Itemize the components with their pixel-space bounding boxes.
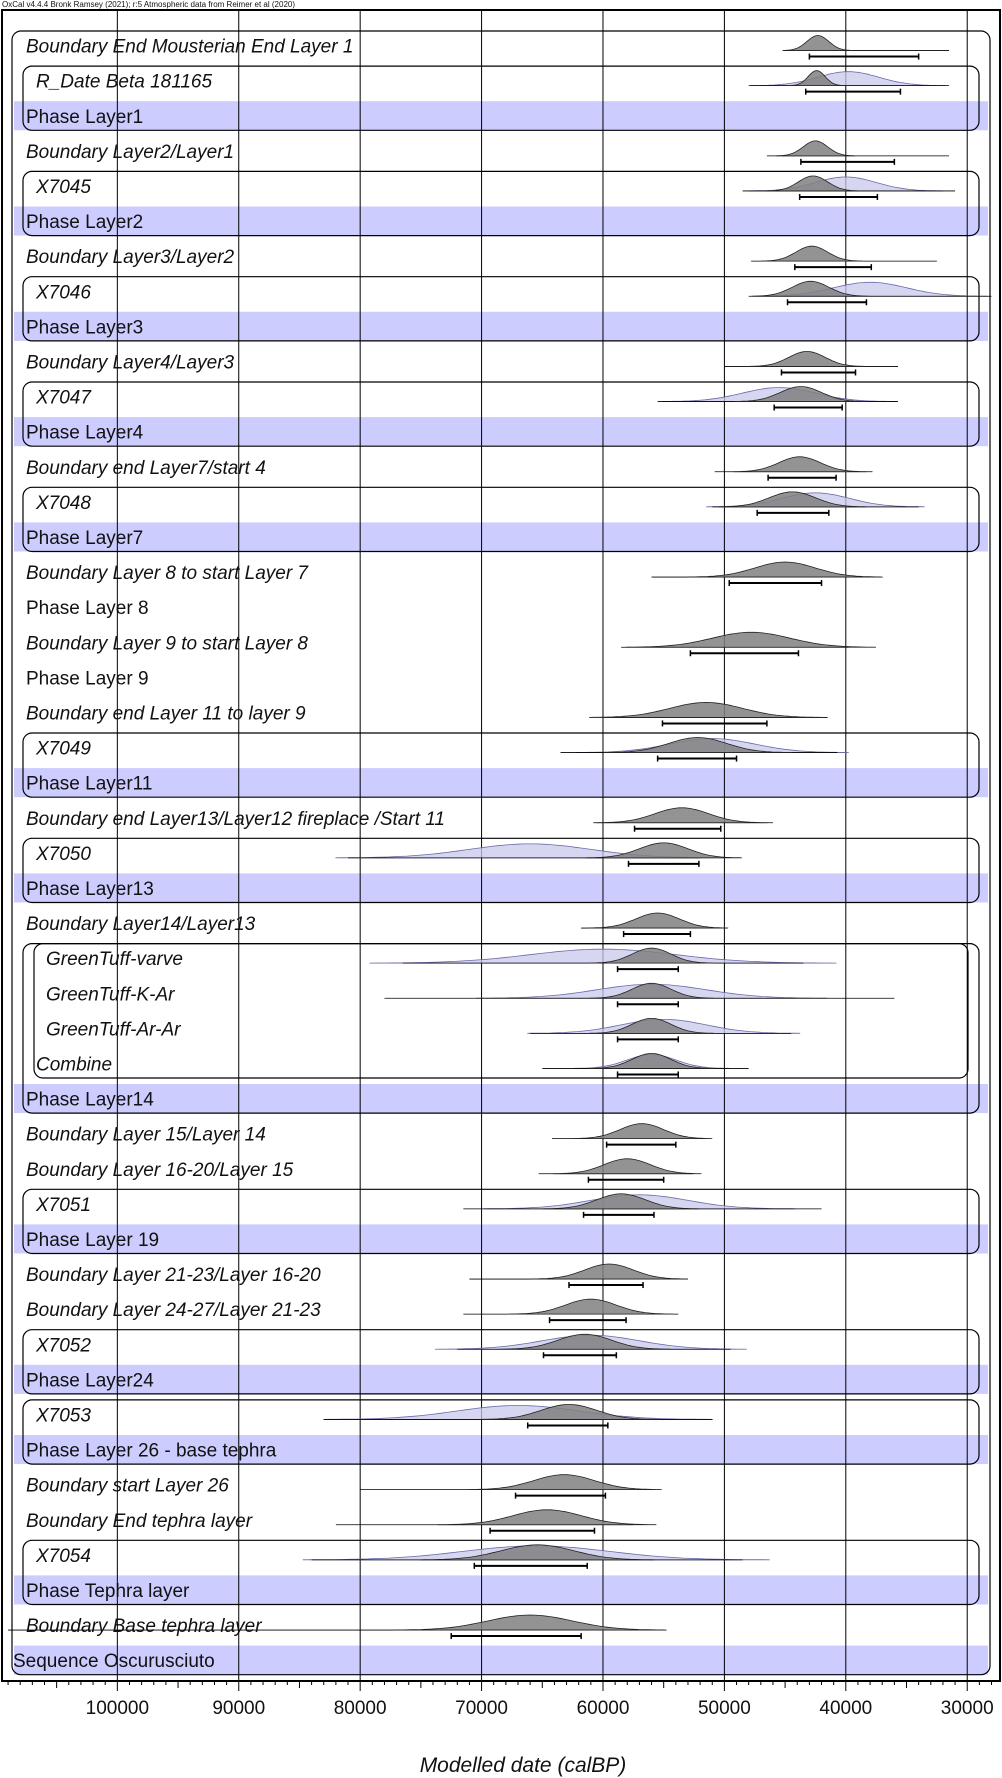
row-label: Phase Layer3 (26, 317, 144, 339)
x-tick-label: 50000 (697, 1698, 751, 1719)
row-labels (13, 37, 445, 1673)
posterior-distribution (777, 141, 855, 156)
posterior-distribution (749, 352, 866, 367)
posterior-distribution (509, 1299, 672, 1314)
row-label: X7049 (36, 738, 91, 760)
x-tick-label: 30000 (940, 1698, 994, 1719)
row-label: Boundary Layer14/Layer13 (26, 914, 256, 936)
row-label: Boundary end Layer 11 to layer 9 (26, 703, 306, 725)
row-label: Phase Layer 9 (26, 668, 149, 690)
posterior-distribution (783, 36, 853, 51)
row-label: X7054 (36, 1545, 91, 1567)
phase-band (14, 522, 988, 551)
row-label: Phase Layer24 (26, 1370, 154, 1392)
row-label: Combine (36, 1054, 113, 1076)
posterior-distribution (572, 1124, 712, 1139)
row-label: GreenTuff-K-Ar (46, 984, 175, 1006)
phase-bands (14, 101, 988, 1675)
row-label: Boundary end Layer13/Layer12 fireplace /Start 11 (26, 808, 445, 830)
row-label: Phase Layer14 (26, 1089, 154, 1111)
oxcal-credit: OxCal v4.4.4 Bronk Ramsey (2021); r:5 Atmospheric data from Reimer et al (2020) (2, 0, 296, 9)
phase-band (14, 1084, 988, 1113)
row-label: X7048 (36, 492, 91, 514)
row-label: X7052 (36, 1335, 91, 1357)
row-label: Phase Layer4 (26, 422, 144, 444)
row-label: Boundary Layer 15/Layer 14 (26, 1124, 266, 1146)
posterior-distribution (553, 1159, 701, 1174)
row-label: X7046 (36, 282, 91, 304)
posterior-distribution (394, 1615, 666, 1630)
row-label: Boundary Layer4/Layer3 (26, 352, 235, 374)
x-tick-label: 80000 (333, 1698, 387, 1719)
posterior-distribution (688, 562, 882, 577)
row-label: X7050 (36, 843, 91, 865)
row-label: Boundary Layer 9 to start Layer 8 (26, 633, 308, 655)
prior-distribution (370, 949, 836, 963)
phase-band (14, 312, 988, 341)
row-label: GreenTuff-Ar-Ar (46, 1019, 181, 1041)
phase-band (14, 207, 988, 236)
posterior-distribution (588, 913, 728, 928)
row-label: X7051 (36, 1194, 91, 1216)
posterior-distribution (761, 246, 862, 261)
row-label: Phase Tephra layer (26, 1580, 190, 1602)
posterior-distribution (438, 1510, 656, 1525)
posterior-distribution (590, 702, 823, 717)
phase-band (14, 101, 988, 130)
row-label: Boundary Layer 16-20/Layer 15 (26, 1159, 294, 1181)
row-label: Boundary end Layer7/start 4 (26, 457, 266, 479)
row-label: R_Date Beta 181165 (36, 71, 213, 93)
distributions (8, 36, 991, 1640)
x-tick-label: 40000 (819, 1698, 873, 1719)
posterior-distribution (467, 1475, 661, 1490)
x-axis-title: Modelled date (calBP) (419, 1754, 627, 1777)
row-label: Boundary Layer2/Layer1 (26, 141, 235, 163)
row-label: X7045 (36, 176, 91, 198)
x-tick-label: 60000 (576, 1698, 630, 1719)
row-label: Boundary Layer3/Layer2 (26, 247, 235, 269)
row-label: Boundary Layer 24-27/Layer 21-23 (26, 1300, 321, 1322)
row-label: X7053 (36, 1405, 91, 1427)
phase-band (14, 1224, 988, 1253)
row-label: Phase Layer 8 (26, 598, 149, 620)
row-label: Boundary Base tephra layer (26, 1616, 262, 1638)
row-label: GreenTuff-varve (46, 949, 183, 971)
row-label: Boundary End Mousterian End Layer 1 (26, 36, 354, 58)
x-tick-label: 100000 (85, 1698, 150, 1719)
row-label: Phase Layer 26 - base tephra (26, 1440, 277, 1462)
prior-distribution (749, 177, 943, 191)
prior-distribution (751, 72, 945, 86)
row-label: Phase Layer2 (26, 212, 144, 234)
posterior-distribution (596, 808, 767, 823)
row-label: Sequence Oscurusciuto (13, 1651, 215, 1673)
row-label: Phase Layer 19 (26, 1229, 160, 1251)
row-label: Boundary Layer 8 to start Layer 7 (26, 563, 308, 585)
phase-band (14, 417, 988, 446)
row-label: Phase Layer7 (26, 527, 144, 549)
phase-band (14, 873, 988, 902)
posterior-distribution (531, 1264, 686, 1279)
row-label: Boundary start Layer 26 (26, 1475, 229, 1497)
phase-band (14, 1365, 988, 1394)
row-label: Boundary End tephra layer (26, 1510, 253, 1532)
x-tick-label: 70000 (455, 1698, 508, 1719)
posterior-distribution (627, 632, 876, 647)
row-label: Phase Layer1 (26, 106, 144, 128)
row-label: Phase Layer13 (26, 878, 154, 900)
row-label: X7047 (36, 387, 91, 409)
row-label: Phase Layer11 (26, 773, 153, 795)
phase-band (14, 768, 988, 797)
x-tick-label: 90000 (212, 1698, 266, 1719)
row-label: Boundary Layer 21-23/Layer 16-20 (26, 1265, 321, 1287)
